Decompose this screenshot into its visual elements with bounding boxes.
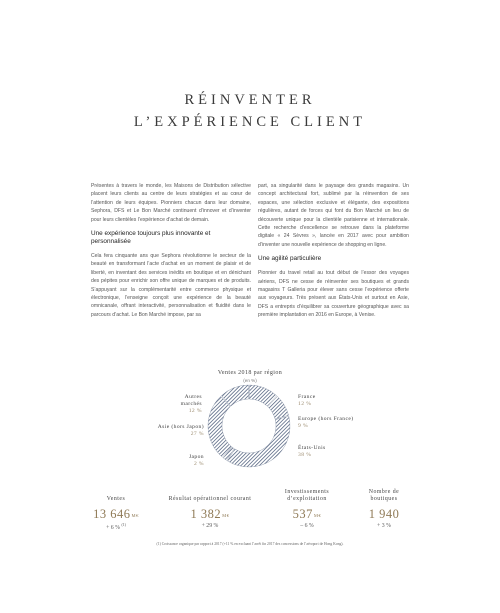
dfs-paragraph: Pionnier du travel retail au tout début de l’essor des voyages aériens, DFS ne cesse de réinventer ses boutiques et grands magasins T Galleria pour élever sans cesse l’expérience offerte aux voyageurs. Très présent aux États-Unis et surtout en Asie, DFS a entrepris d’équilibrer sa couverture géographique avec sa première implantation en 2016 en Europe, à Venise.: [258, 270, 409, 319]
label-japon: [162, 454, 204, 468]
label-europe: [298, 416, 358, 430]
donut-slice-4: [208, 396, 232, 457]
label-autres: [164, 394, 202, 414]
kpi-resultat-value: [166, 507, 254, 522]
label-asie: [150, 424, 204, 438]
kpi-boutiques-head: Nombre de boutiques: [368, 488, 400, 503]
kpi-boutiques: [356, 488, 412, 529]
kpi-ventes-change-value: + 6 %: [106, 524, 120, 531]
intro-paragraph: Présentes à travers le monde, les Maisons de Distribution sélective placent leurs clients au centre de leurs stratégies et au cœur de l’attention de leurs équipes. Pionniers chacun dans leur domaine, Sephora, DFS et Le Bon Marché continuent d’innover et d’inventer pour leurs clientèles l’expérience d’achat de demain.: [91, 183, 251, 223]
kpi-investissements-change: – 6 %: [300, 523, 314, 529]
kpi-investissements-head: Investissements d’exploitation: [284, 488, 330, 503]
label-etats-unis-name: États-Unis: [298, 445, 326, 451]
label-autres-pct: 12 %: [188, 407, 202, 414]
label-asie-pct: 27 %: [190, 430, 204, 437]
label-japon-name: Japon: [188, 454, 204, 460]
bon-marche-paragraph: part, sa singularité dans le paysage des grands magasins. Un concept architectural fort, sublimé par la réinvention de ses espaces, une sélection exclusive et élégante, des expositions régulières, autant de forces qui font du Bon Marché un lieu de découverte unique pour la clientèle parisienne et internationale. Cette recherche d’excellence se retrouve dans la plateforme digitale « 24 Sèvres », lancée en 2017 avec pour ambition d’inventer une nouvelle expérience de shopping en ligne.: [258, 183, 409, 248]
kpi-boutiques-number: 1 940: [368, 507, 400, 521]
label-france-pct: 12 %: [298, 400, 312, 407]
sephora-paragraph: Cela fera cinquante ans que Sephora révolutionne le secteur de la beauté en transformant l’acte d’achat en un moment de plaisir et de liberté, en inventant des services inédits en boutique et en dénichant des pépites pour enrichir son offre unique de marques et de produits. S’appuyant sur la complémentarité entre commerce physique et électronique, l’enseigne conçoit une expérience de la beauté omnicanale, offrant interactivité, personnalisation et fluidité dans le parcours d’achat. Le Bon Marché impose, par sa: [91, 253, 251, 318]
kpi-resultat: [166, 488, 254, 529]
label-france-name: France: [298, 394, 316, 400]
kpi-ventes-number: 13 646: [93, 507, 131, 521]
kpi-boutiques-value: [356, 507, 412, 522]
kpi-resultat-head: Résultat opérationnel courant: [168, 496, 252, 503]
heading-line-1: RÉINVENTER: [184, 92, 316, 108]
kpi-ventes-footnote-marker: (1): [121, 523, 126, 527]
kpi-ventes-value: [88, 507, 144, 522]
label-autres-name: Autres marchés: [180, 394, 202, 407]
label-france: [298, 394, 316, 408]
label-etats-unis: [298, 445, 326, 459]
label-europe-name: Europe (hors France): [298, 416, 354, 422]
chart-subtitle: (en %): [243, 378, 257, 383]
label-europe-pct: 9 %: [298, 422, 309, 429]
kpi-investissements-value: [274, 507, 340, 522]
kpi-resultat-unit: M€: [222, 512, 230, 518]
kpi-resultat-number: 1 382: [190, 507, 222, 521]
kpi-investissements-number: 537: [292, 507, 313, 521]
kpi-boutiques-change: + 3 %: [377, 523, 391, 529]
kpi-ventes-head: Ventes: [106, 496, 126, 503]
subheading-experience: Une expérience toujours plus innovante et personnalisée: [91, 230, 211, 246]
label-asie-name: Asie (hors Japon): [157, 424, 204, 430]
label-japon-pct: 2 %: [193, 460, 204, 467]
kpi-ventes-unit: M€: [131, 512, 139, 518]
subheading-agility: Une agilité particulière: [258, 255, 322, 263]
kpi-investissements-unit: M€: [313, 512, 322, 518]
donut-slice-2: [227, 416, 290, 467]
label-etats-unis-pct: 38 %: [298, 451, 312, 458]
kpi-ventes-change: [88, 523, 144, 531]
footnote: (1) Croissance organique par rapport à 2017 (+11 % en excluant l’arrêt fin 2017 des concessions de l’aéroport de Hong Kong).: [156, 542, 344, 546]
kpi-investissements: [274, 488, 340, 529]
heading-line-2: L’EXPÉRIENCE CLIENT: [133, 114, 367, 130]
chart-title: Ventes 2018 par région: [217, 370, 283, 376]
kpi-resultat-change: + 29 %: [201, 523, 219, 529]
kpi-ventes: [88, 488, 144, 531]
